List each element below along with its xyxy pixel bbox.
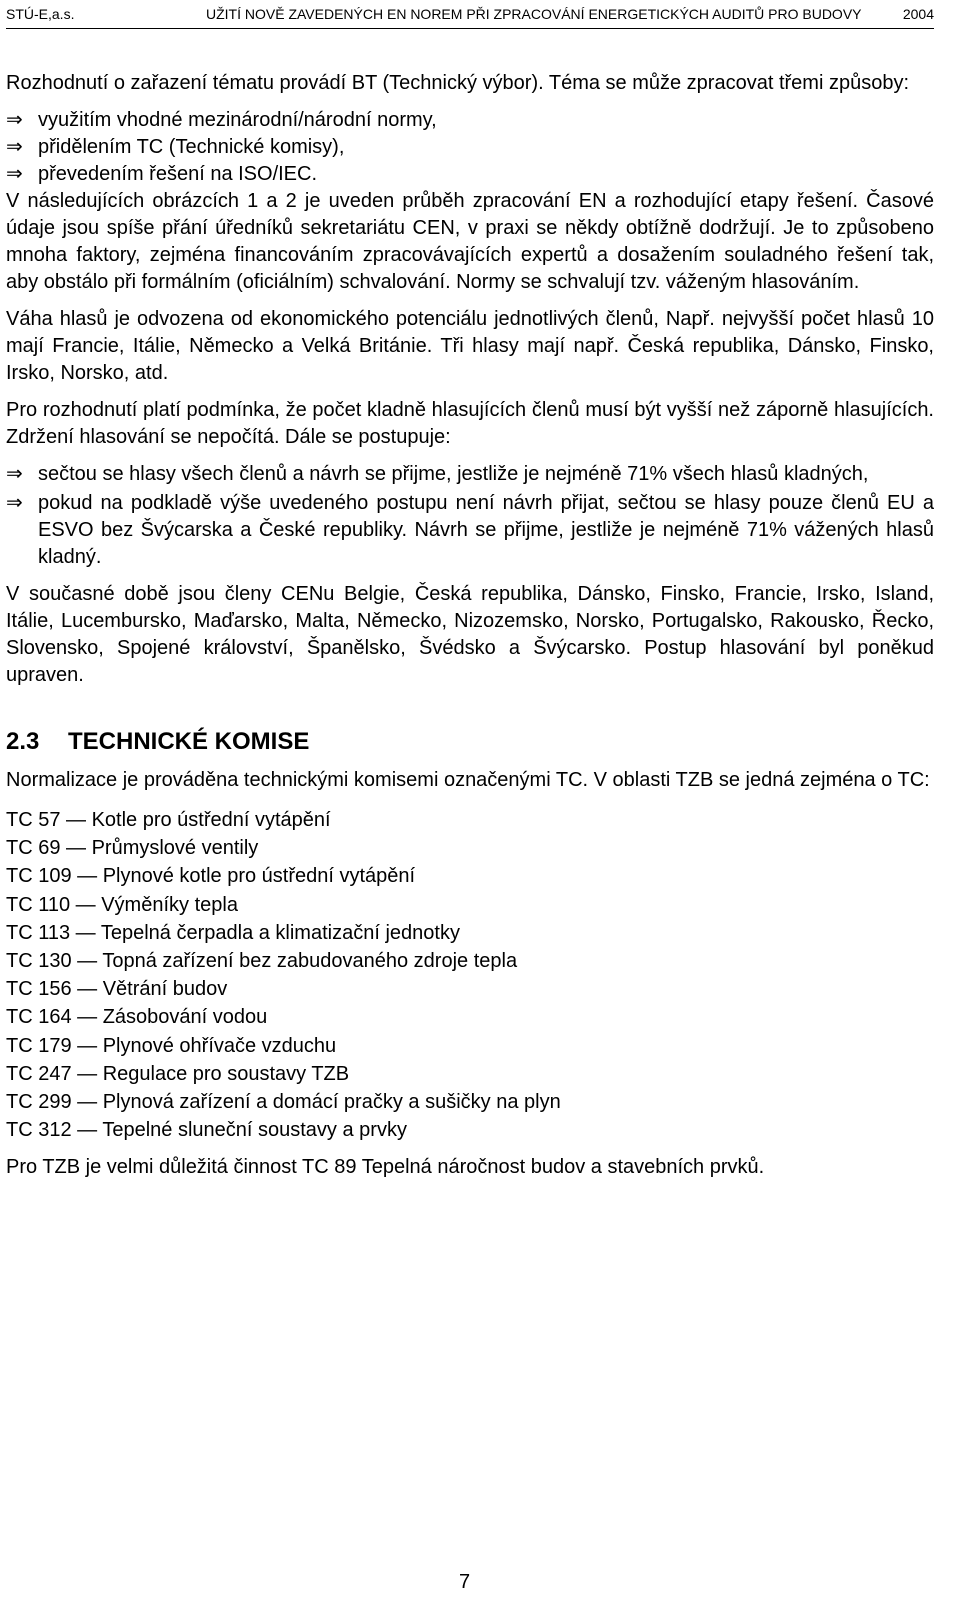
section-number: 2.3 (6, 728, 40, 755)
arrow-icon: ⇒ (6, 109, 23, 131)
header-year: 2004 (902, 6, 934, 22)
header-divider (6, 28, 934, 29)
section-title: TECHNICKÉ KOMISE (68, 728, 310, 755)
arrow-icon: ⇒ (6, 136, 23, 158)
arrow-icon: ⇒ (6, 463, 23, 485)
list-item: TC 69 — Průmyslové ventily (6, 837, 259, 860)
final-paragraph: Pro TZB je velmi důležitá činnost TC 89 Tepelná náročnost budov a stavebních prvků. (6, 1156, 765, 1179)
list-item: TC 113 — Tepelná čerpadla a klimatizační jednotky (6, 921, 460, 944)
header-title: UŽITÍ NOVĚ ZAVEDENÝCH EN NOREM PŘI ZPRACOVÁNÍ ENERGETICKÝCH AUDITŮ PRO BUDOVY (206, 6, 862, 22)
list-item: TC 247 — Regulace pro soustavy TZB (6, 1062, 350, 1085)
list-item: ⇒ využitím vhodné mezinárodní/národní normy, (6, 107, 934, 134)
page-number: 7 (459, 1571, 471, 1593)
tc-intro-paragraph: Normalizace je prováděna technickými komisemi označenými TC. V oblasti TZB se jedná zejména o TC: (6, 769, 930, 791)
list-item: TC 164 — Zásobování vodou (6, 1006, 268, 1029)
list-item: ⇒ převedením řešení na ISO/IEC. (6, 161, 934, 188)
header-company: STÚ-E,a.s. (6, 6, 75, 22)
arrow-icon: ⇒ (6, 163, 23, 185)
weights-paragraph: Váha hlasů je odvozena od ekonomického potenciálu jednotlivých členů, Např. nejvyšší počet hlasů 10 mají Francie, Itálie, Německo a Velká Británie. Tři hlasy mají např. Česká republika, Dánsko, Finsko, Irsko, Norsko, atd. (6, 308, 934, 384)
voting-steps-list (6, 461, 934, 571)
list-item: TC 110 — Výměníky tepla (6, 893, 238, 916)
page-header (6, 4, 934, 24)
methods-list (6, 107, 934, 188)
list-item: TC 179 — Plynové ohřívače vzduchu (6, 1034, 337, 1057)
section-heading (6, 727, 934, 757)
list-item: ⇒ přidělením TC (Technické komisy), (6, 134, 934, 161)
list-item: TC 156 — Větrání budov (6, 978, 228, 1001)
list-item: ⇒ sečtou se hlasy všech členů a návrh se přijme, jestliže je nejméně 71% všech hlasů kladných, (6, 461, 934, 488)
list-item: ⇒ pokud na podkladě výše uvedeného postupu není návrh přijat, sečtou se hlasy pouze členů EU a ESVO bez Švýcarska a České republiky. Návrh se přijme, jestliže je nejméně 71% vážených hlasů kladný. (6, 492, 934, 568)
list-item: TC 57 — Kotle pro ústřední vytápění (6, 809, 331, 831)
list-item: TC 130 — Topná zařízení bez zabudovaného zdroje tepla (6, 950, 518, 973)
list-item: TC 312 — Tepelné sluneční soustavy a prvky (6, 1119, 407, 1142)
process-paragraph: V následujících obrázcích 1 a 2 je uveden průběh zpracování EN a rozhodující etapy řešení. Časové údaje jsou spíše přání úředníků sekretariátu CEN, v praxi se někdy obtížně dodržují. Je to způsobeno mnoha faktory, zejména financováním zpracovávajících expertů a dosažením souladného řešení tak, aby obstálo při formálním (oficiálním) schvalování. Normy se schvalují tzv. váženým hlasováním. (6, 190, 934, 293)
list-item: TC 299 — Plynová zařízení a domácí pračky a sušičky na plyn (6, 1091, 561, 1114)
page-content (6, 70, 934, 1181)
intro-paragraph: Rozhodnutí o zařazení tématu provádí BT (Technický výbor). Téma se může zpracovat třemi způsoby: (6, 72, 909, 94)
list-item: TC 109 — Plynové kotle pro ústřední vytápění (6, 865, 416, 888)
members-paragraph: V současné době jsou členy CENu Belgie, Česká republika, Dánsko, Finsko, Francie, Irsko, Island, Itálie, Lucembursko, Maďarsko, Malta, Německo, Nizozemsko, Norsko, Portugalsko, Rakousko, Řecko, Slovensko, Spojené království, Španělsko, Švédsko a Švýcarsko. Postup hlasování byl poněkud upraven. (6, 583, 934, 686)
condition-paragraph: Pro rozhodnutí platí podmínka, že počet kladně hlasujících členů musí být vyšší než záporně hlasujících. Zdržení hlasování se nepočítá. Dále se postupuje: (6, 399, 934, 448)
tc-list (6, 806, 934, 1144)
arrow-icon: ⇒ (6, 492, 23, 514)
